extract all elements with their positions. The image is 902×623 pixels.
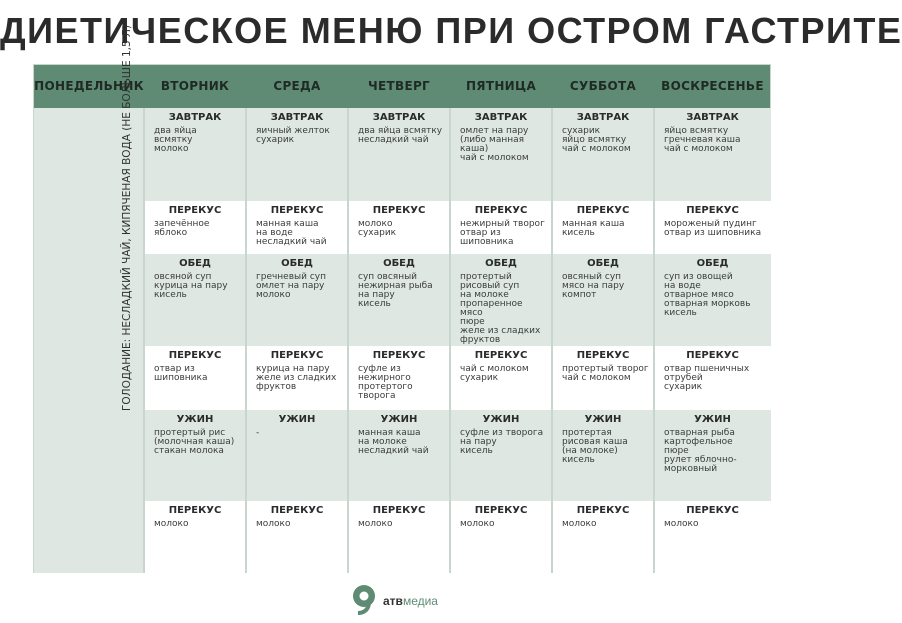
meal-label: ОБЕД xyxy=(587,258,619,269)
column-divider xyxy=(143,108,145,573)
meal-label: ПЕРЕКУС xyxy=(576,205,630,216)
meal-cell xyxy=(348,258,450,309)
meal-label: ПЕРЕКУС xyxy=(474,205,528,216)
meal-cell xyxy=(450,350,552,383)
meal-items: молоко xyxy=(358,519,393,529)
meal-label: УЖИН xyxy=(584,414,622,425)
meal-label: ПЕРЕКУС xyxy=(686,350,739,361)
column-divider xyxy=(347,108,349,573)
day-header: СРЕДА xyxy=(273,79,321,93)
page-title: ДИЕТИЧЕСКОЕ МЕНЮ ПРИ ОСТРОМ ГАСТРИТЕ xyxy=(0,10,902,51)
meal-cell xyxy=(552,414,654,465)
meal-cell xyxy=(552,205,654,238)
meal-label: ПЕРЕКУС xyxy=(576,350,630,361)
meal-cell xyxy=(246,350,348,392)
meal-label: ПЕРЕКУС xyxy=(686,505,739,516)
meal-items: отвар из шиповника xyxy=(154,364,208,383)
meal-cell xyxy=(144,505,246,529)
column-divider xyxy=(245,108,247,573)
atv-media-logo xyxy=(352,584,462,618)
meal-cell xyxy=(348,414,450,456)
meal-label: УЖИН xyxy=(176,414,214,425)
day-header: СУББОТА xyxy=(569,79,637,93)
meal-cell xyxy=(450,505,552,529)
meal-label: ПЕРЕКУС xyxy=(474,505,528,516)
meal-cell xyxy=(450,205,552,247)
meal-cell xyxy=(552,112,654,154)
logo-suffix: медиа xyxy=(402,594,438,608)
logo-icon xyxy=(352,584,378,616)
meal-label: ПЕРЕКУС xyxy=(270,350,324,361)
meal-label: ПЕРЕКУС xyxy=(686,205,739,216)
meal-items: сухарик яйцо всмятку чай с молоком xyxy=(562,126,631,154)
meal-items: суп овсяный нежирная рыба на пару кисель xyxy=(358,272,433,309)
meal-items: чай с молоком сухарик xyxy=(460,364,529,383)
meal-items: гречневый суп омлет на пару молоко xyxy=(256,272,326,300)
meal-items: отварная рыба картофельное пюре рулет яблочно- морковный xyxy=(664,428,737,474)
meal-cell xyxy=(144,112,246,154)
column-divider xyxy=(653,108,655,573)
meal-cell xyxy=(348,112,450,145)
meal-items: овсяный суп мясо на пару компот xyxy=(562,272,625,300)
logo-text xyxy=(383,594,438,608)
meal-label: ЗАВТРАК xyxy=(372,112,426,123)
meal-label: ПЕРЕКУС xyxy=(372,505,426,516)
meal-cell xyxy=(246,505,348,529)
meal-items: манная каша кисель xyxy=(562,219,625,238)
meal-label: ПЕРЕКУС xyxy=(576,505,630,516)
meal-items: манная каша на молоке несладкий чай xyxy=(358,428,429,456)
meal-label: ОБЕД xyxy=(485,258,517,269)
meal-cell xyxy=(552,505,654,529)
meal-cell xyxy=(246,112,348,145)
meal-items: омлет на пару (либо манная каша) чай с молоком xyxy=(460,126,529,163)
meal-items: яйцо всмятку гречневая каша чай с молоком xyxy=(664,126,741,154)
meal-items: курица на пару желе из сладких фруктов xyxy=(256,364,337,392)
meal-label: ЗАВТРАК xyxy=(474,112,528,123)
meal-items: молоко xyxy=(256,519,291,529)
meal-cell xyxy=(654,205,771,238)
meal-items: манная каша на воде несладкий чай xyxy=(256,219,327,247)
meal-label: УЖИН xyxy=(694,414,731,425)
meal-label: ОБЕД xyxy=(696,258,729,269)
meal-label: ПЕРЕКУС xyxy=(474,350,528,361)
meal-items: молоко xyxy=(664,519,699,529)
meal-cell xyxy=(552,258,654,300)
meal-label: ОБЕД xyxy=(179,258,211,269)
meal-items: два яйца всмятку несладкий чай xyxy=(358,126,443,145)
meal-items: суфле из нежирного протертого творога xyxy=(358,364,413,401)
meal-cell xyxy=(348,350,450,401)
meal-cell xyxy=(144,414,246,456)
meal-items: молоко сухарик xyxy=(358,219,397,238)
meal-label: ЗАВТРАК xyxy=(168,112,222,123)
meal-cell xyxy=(348,205,450,238)
meal-cell xyxy=(552,350,654,383)
meal-cell xyxy=(246,205,348,247)
meal-cell xyxy=(654,505,771,529)
meal-items: протертый творог чай с молоком xyxy=(562,364,649,383)
meal-label: ЗАВТРАК xyxy=(686,112,739,123)
day-header: ПОНЕДЕЛЬНИК xyxy=(34,79,144,93)
meal-items: молоко xyxy=(562,519,597,529)
meal-cell xyxy=(246,414,348,438)
meal-cell xyxy=(654,258,771,318)
meal-items: яичный желток сухарик xyxy=(256,126,330,145)
meal-cell xyxy=(654,350,771,392)
meal-label: ПЕРЕКУС xyxy=(270,505,324,516)
meal-label: ПЕРЕКУС xyxy=(372,205,426,216)
meal-cell xyxy=(450,112,552,163)
meal-items: протертая рисовая каша (на молоке) кисель xyxy=(562,428,628,465)
meal-label: ПЕРЕКУС xyxy=(372,350,426,361)
meal-label: ПЕРЕКУС xyxy=(270,205,324,216)
meal-items: - xyxy=(256,428,260,438)
meal-label: ЗАВТРАК xyxy=(270,112,324,123)
meal-label: ОБЕД xyxy=(281,258,313,269)
meal-cell xyxy=(144,258,246,300)
meal-label: ОБЕД xyxy=(383,258,415,269)
meal-label: УЖИН xyxy=(380,414,418,425)
day-header: ВТОРНИК xyxy=(160,79,230,93)
meal-items: молоко xyxy=(460,519,495,529)
meal-label: ПЕРЕКУС xyxy=(168,350,222,361)
meal-cell xyxy=(348,505,450,529)
meal-label: УЖИН xyxy=(278,414,316,425)
day-header: ВОСКРЕСЕНЬЕ xyxy=(661,79,764,93)
logo-prefix: атв xyxy=(383,594,403,608)
meal-cell xyxy=(144,350,246,383)
meal-items: мороженый пудинг отвар из шиповника xyxy=(664,219,762,238)
meal-cell xyxy=(450,258,552,345)
meal-cell xyxy=(654,414,771,474)
monday-fasting-note: ГОЛОДАНИЕ: НЕСЛАДКИЙ ЧАЙ, КИПЯЧЕНАЯ ВОДА (НЕ БОЛЬШЕ 1,5 Л) xyxy=(121,24,133,411)
meal-items: запечённое яблоко xyxy=(154,219,210,238)
meal-items: два яйца всмятку молоко xyxy=(154,126,197,154)
meal-label: ЗАВТРАК xyxy=(576,112,630,123)
meal-items: нежирный творог отвар из шиповника xyxy=(460,219,545,247)
meal-cell xyxy=(246,258,348,300)
meal-cell xyxy=(450,414,552,456)
day-header: ЧЕТВЕРГ xyxy=(368,79,430,93)
meal-cell xyxy=(144,205,246,238)
meal-label: УЖИН xyxy=(482,414,520,425)
meal-items: овсяной суп курица на пару кисель xyxy=(154,272,228,300)
day-header: ПЯТНИЦА xyxy=(465,79,537,93)
meal-items: молоко xyxy=(154,519,189,529)
meal-label: ПЕРЕКУС xyxy=(168,205,222,216)
meal-cell xyxy=(654,112,771,154)
meal-items: суп из овощей на воде отварное мясо отварная морковь кисель xyxy=(664,272,751,318)
meal-items: суфле из творога на пару кисель xyxy=(460,428,544,456)
table-header-row xyxy=(34,65,770,108)
meal-items: отвар пшеничных отрубей сухарик xyxy=(664,364,750,392)
meal-items: протертый рис (молочная каша) стакан молока xyxy=(154,428,235,456)
meal-items: протертый рисовый суп на молоке пропаренное мясо пюре желе из сладких фруктов xyxy=(460,272,541,345)
meal-label: ПЕРЕКУС xyxy=(168,505,222,516)
